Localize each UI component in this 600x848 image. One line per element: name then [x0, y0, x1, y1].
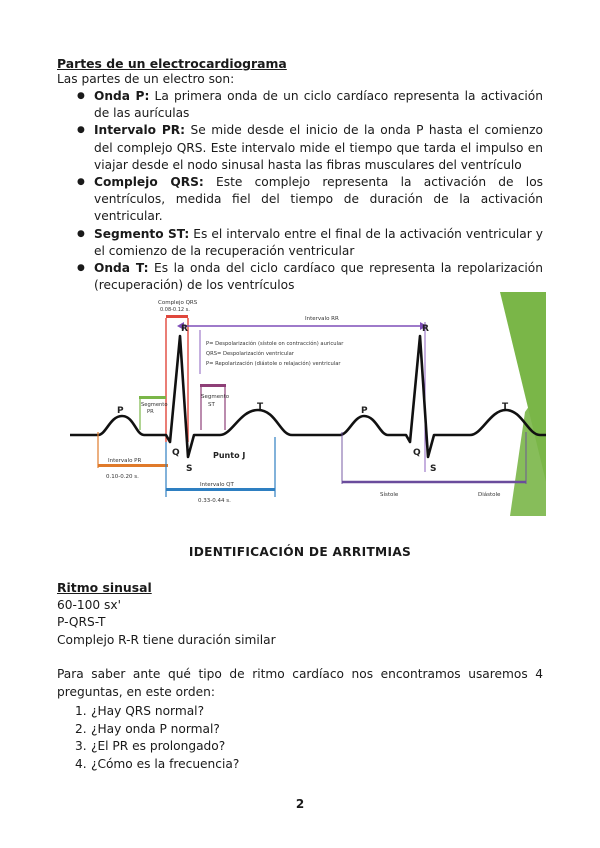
question-number: 4. — [75, 756, 87, 771]
pr-segment-bar — [139, 396, 166, 399]
partes-intro: Las partes de un electro son: — [57, 72, 235, 86]
ritmo-line: 60-100 sx' — [57, 597, 121, 612]
segmento-st-label: Segmento — [201, 394, 230, 400]
question-number: 2. — [75, 721, 87, 736]
s2-label: S — [430, 464, 437, 474]
legend-p: P= Despolarización (sístole on contracción) auricular — [206, 341, 344, 347]
question-text: ¿El PR es prolongado? — [91, 739, 226, 753]
question-number: 1. — [75, 704, 87, 718]
t2-label: T — [502, 402, 509, 412]
legend-t: P= Repolarización (diástole o relajación) ventricular — [206, 361, 341, 367]
q1-label: Q — [172, 448, 180, 458]
qrs-bar — [166, 315, 188, 318]
segmento-st-sub: ST — [208, 402, 215, 408]
list-item — [57, 88, 543, 122]
intervalo-pr-label: Intervalo PR — [108, 458, 142, 464]
ritmo-line: Complejo R-R tiene duración similar — [57, 632, 276, 647]
s1-label: S — [186, 464, 193, 474]
question-text: ¿Hay QRS normal? — [91, 704, 205, 718]
term: Segmento ST: — [94, 226, 190, 241]
r1-label: R — [181, 324, 188, 334]
question-text: ¿Cómo es la frecuencia? — [91, 756, 240, 771]
qt-bar — [166, 488, 275, 491]
list-item — [75, 721, 239, 739]
sistole-label: Sístole — [380, 492, 399, 498]
page-number: 2 — [295, 797, 305, 811]
t1-label: T — [257, 402, 264, 412]
list-item — [75, 738, 239, 756]
intervalo-pr-range: 0.10-0.20 s. — [106, 474, 139, 480]
r2-label: R — [422, 324, 429, 334]
st-bar — [200, 384, 226, 387]
ritmo-line: P-QRS-T — [57, 615, 106, 629]
intervalo-qt-range: 0.33-0.44 s. — [198, 498, 231, 504]
question-number: 3. — [75, 739, 87, 753]
term: Complejo QRS: — [94, 175, 204, 190]
term: Onda T: — [94, 261, 149, 276]
pr-interval-bar — [98, 464, 168, 467]
diastole-label: Diástole — [478, 492, 501, 498]
list-item — [57, 122, 543, 174]
q2-label: Q — [413, 448, 421, 458]
punto-j-label: Punto J — [213, 451, 246, 460]
list-item — [57, 174, 543, 226]
definition: Se mide desde el inicio de la onda P hasta el comienzo del complejo QRS. Este intervalo mide el tiempo que tarda el impulso en viajar desde el nodo sinusal hasta las fibras musculares del ventrículo — [94, 123, 544, 172]
complejo-qrs-label: Complejo QRS — [158, 300, 198, 306]
preguntas-intro: Para saber ante qué tipo de ritmo cardíaco nos encontramos usaremos 4 preguntas, en este orden: — [57, 667, 543, 699]
intervalo-qt-label: Intervalo QT — [200, 482, 234, 488]
preguntas-list — [75, 703, 239, 773]
list-item — [75, 756, 239, 774]
intervalo-rr-label: Intervalo RR — [305, 316, 339, 322]
definition: Es el intervalo entre el final de la activación ventricular y el comienzo de la recuperación ventricular — [94, 226, 543, 258]
ritmo-sinusal-block — [57, 579, 543, 649]
ritmo-sinusal-heading: Ritmo sinusal — [57, 580, 152, 595]
list-item — [57, 260, 543, 294]
segmento-pr-label: Segmento — [141, 402, 168, 408]
term: Onda P: — [94, 89, 150, 103]
term: Intervalo PR: — [94, 123, 186, 138]
definition: Este complejo representa la activación de los ventrículos, medida fiel del tiempo de duración de la activación ventricular. — [94, 175, 543, 224]
list-item — [75, 703, 239, 721]
segmento-pr-sub: PR — [147, 409, 154, 415]
p1-label: P — [117, 406, 124, 416]
p2-label: P — [361, 406, 368, 416]
list-item — [57, 226, 543, 260]
partes-section — [57, 56, 543, 294]
legend-qrs: QRS= Despolarización ventricular — [206, 351, 294, 357]
partes-heading: Partes de un electrocardiograma — [57, 56, 287, 71]
definition: La primera onda de un ciclo cardíaco representa la activación de las aurículas — [94, 89, 543, 121]
complejo-qrs-range: 0.08-0.12 s. — [160, 307, 190, 313]
arritmias-title: IDENTIFICACIÓN DE ARRITMIAS — [188, 545, 412, 559]
question-text: ¿Hay onda P normal? — [91, 721, 220, 736]
definition: Es la onda del ciclo cardíaco que representa la repolarización (recuperación) de los ventrículos — [94, 261, 543, 293]
partes-list — [57, 88, 543, 294]
ecg-diagram — [70, 292, 546, 516]
